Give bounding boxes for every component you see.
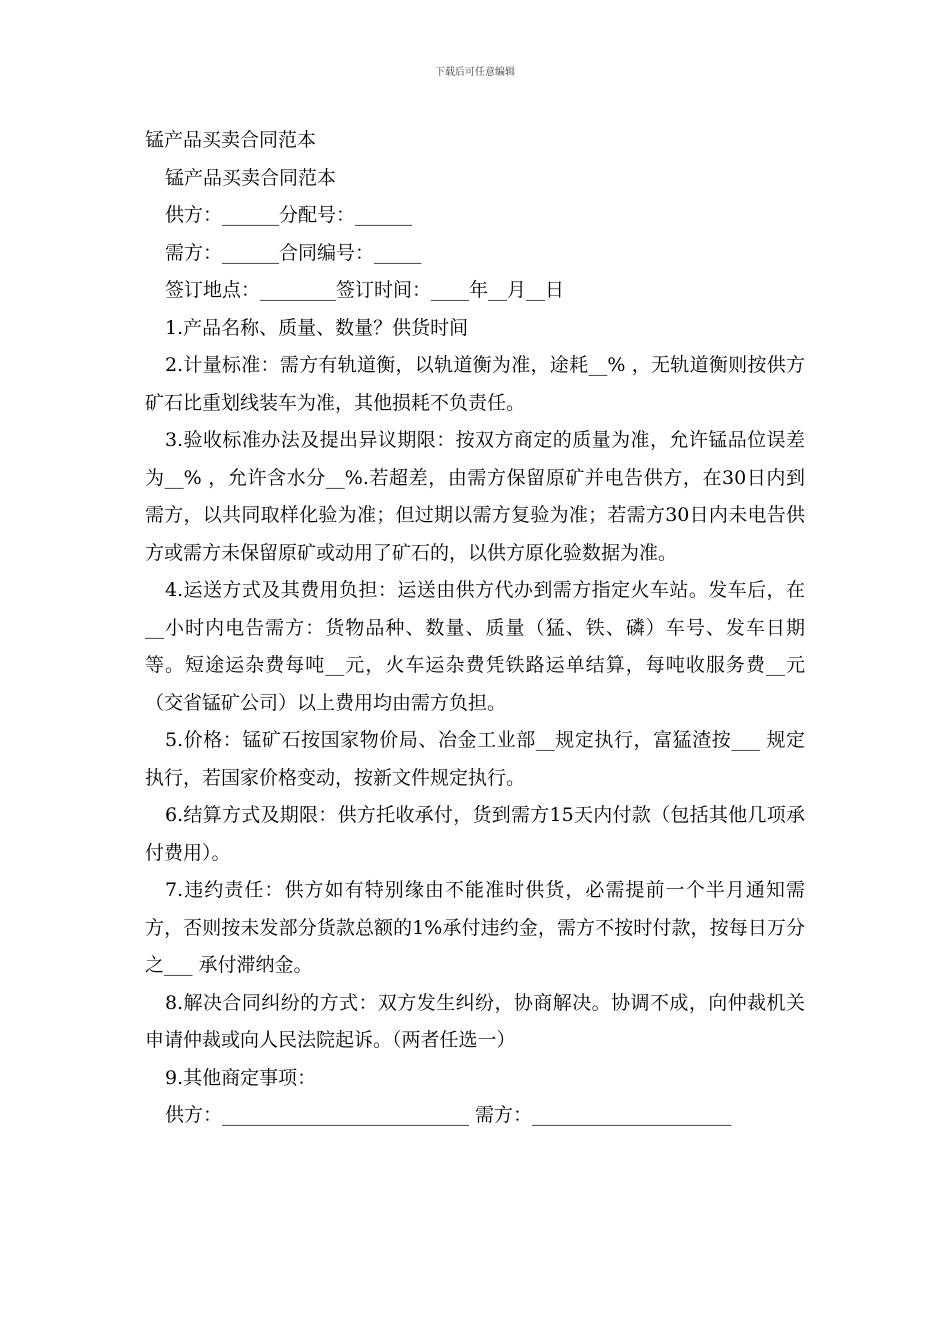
clause-2: 2.计量标准：需方有轨道衡，以轨道衡为准，途耗__% ，无轨道衡则按供方矿石比重划线装车为准，其他损耗不负责任。 (145, 354, 805, 414)
clause-5: 5.价格：锰矿石按国家物价局、冶金工业部__规定执行，富猛渣按___ 规定执行，若国家价格变动，按新文件规定执行。 (145, 729, 805, 789)
clause-3: 3.验收标准办法及提出异议期限：按双方商定的质量为准，允许锰品位误差为__% ，允许含水分__%.若超差，由需方保留原矿并电告供方，在30日内到需方，以共同取样化验为准；但过期以需方复验为准；若需方30日内未电告供方或需方未保留原矿或动用了矿石的，以供方原化验数据为准。 (145, 429, 805, 564)
clause-1: 1.产品名称、质量、数量？供货时间 (165, 316, 469, 339)
clause-4: 4.运送方式及其费用负担：运送由供方代办到需方指定火车站。发车后，在__小时内电告需方：货物品种、数量、质量（猛、铁、磷）车号、发车日期等。短途运杂费每吨__元，火车运杂费凭铁路运单结算，每吨收服务费__元（交省锰矿公司）以上费用均由需方负担。 (145, 579, 805, 714)
buyer-line: 需方：______合同编号：_____ (165, 241, 422, 264)
clause-9: 9.其他商定事项： (165, 1066, 317, 1089)
supplier-line: 供方：______分配号：______ (165, 204, 413, 226)
contract-document (145, 122, 805, 1135)
header-note: 下载后可任意编辑 (435, 67, 515, 78)
document-title: 锰产品买卖合同范本 (145, 129, 317, 151)
document-subtitle: 锰产品买卖合同范本 (165, 166, 337, 189)
clause-6: 6.结算方式及期限：供方托收承付，货到需方15天内付款（包括其他几项承付费用）。 (145, 804, 805, 864)
clause-7: 7.违约责任：供方如有特别缘由不能准时供货，必需提前一个半月通知需方，否则按未发部分货款总额的1%承付违约金，需方不按时付款，按每日万分之___ 承付滞纳金。 (145, 879, 805, 976)
signing-line: 签订地点：________签订时间：____年__月__日 (165, 279, 565, 301)
clause-8: 8.解决合同纠纷的方式：双方发生纠纷，协商解决。协调不成，向仲裁机关申请仲裁或向人民法院起诉。（两者任选一） (145, 991, 805, 1051)
signature-line: 供方：__________________________ 需方：_____________________ (165, 1104, 732, 1126)
